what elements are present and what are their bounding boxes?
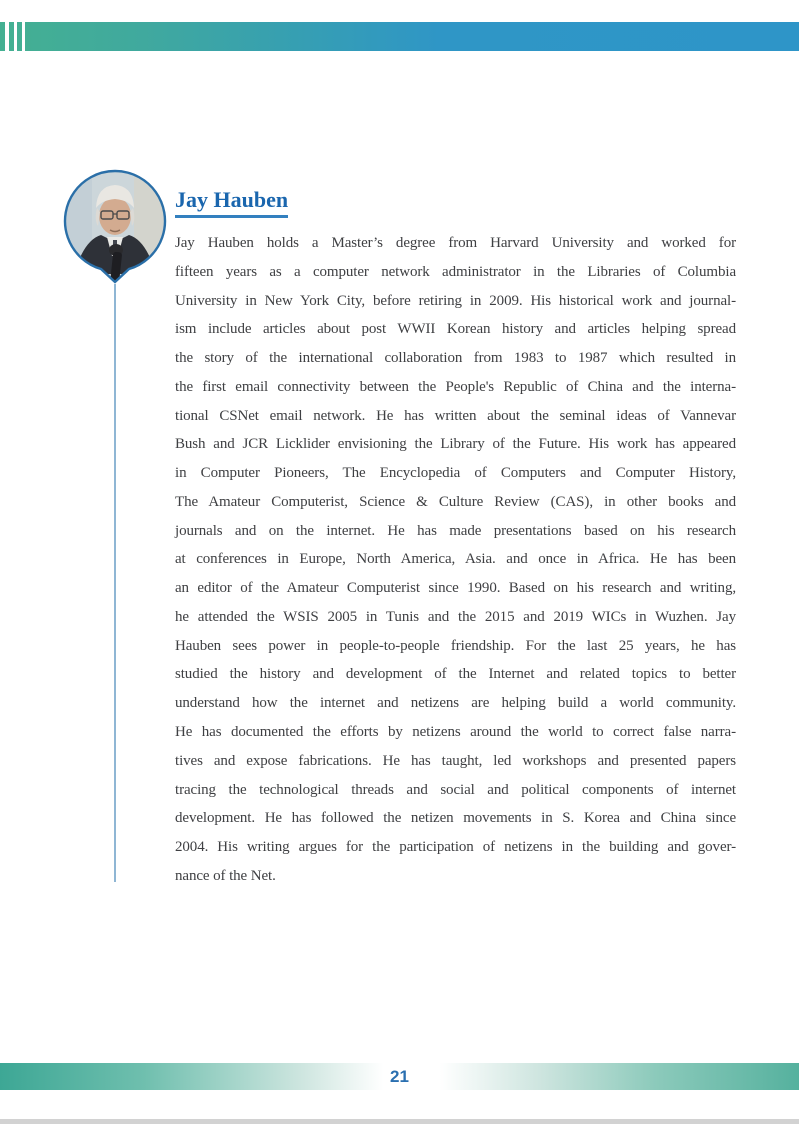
bio-line: tives and expose fabrications. He has taught, led workshops and presented papers [175, 752, 736, 769]
bio-line: fifteen years as a computer network administrator in the Libraries of Columbia [175, 263, 736, 280]
header-stripe [5, 22, 9, 51]
bio-line: tracing the technological threads and social and political components of internet [175, 781, 736, 798]
bio-paragraph [175, 229, 736, 891]
bio-line: The Amateur Computerist, Science & Culture Review (CAS), in other books and [175, 493, 736, 510]
bio-line: Hauben sees power in people-to-people friendship. For the last 25 years, he has [175, 637, 736, 654]
profile-name-heading: Jay Hauben [175, 188, 288, 218]
profile-photo [62, 168, 168, 284]
bio-line: at conferences in Europe, North America, Asia. and once in Africa. He has been [175, 551, 736, 568]
bio-line: the story of the international collaboration from 1983 to 1987 which resulted in [175, 350, 736, 367]
bio-line: an editor of the Amateur Computerist since 1990. Based on his research and writing, [175, 580, 736, 597]
page-bottom-edge [0, 1119, 799, 1124]
page-number: 21 [390, 1066, 409, 1086]
bio-line: in Computer Pioneers, The Encyclopedia of Computers and Computer History, [175, 465, 736, 482]
portrait-pin-icon [62, 168, 168, 284]
footer-gradient-bar [0, 1063, 799, 1090]
header-stripe [14, 22, 17, 51]
bio-line: tional CSNet email network. He has written about the seminal ideas of Vannevar [175, 407, 736, 424]
bio-line: 2004. His writing argues for the participation of netizens in the building and gover- [175, 839, 736, 856]
bio-line: understand how the internet and netizens are helping build a world community. [175, 695, 736, 712]
bio-line: He has documented the efforts by netizens around the world to correct false narra- [175, 724, 736, 741]
header-gradient-bar [0, 22, 799, 51]
bio-line: he attended the WSIS 2005 in Tunis and the 2015 and 2019 WICs in Wuzhen. Jay [175, 608, 736, 625]
bio-line: University in New York City, before retiring in 2009. His historical work and journal- [175, 292, 736, 309]
bio-line: studied the history and development of the Internet and related topics to better [175, 666, 736, 683]
bio-line: ism include articles about post WWII Korean history and articles helping spread [175, 321, 736, 338]
bio-line: journals and on the internet. He has made presentations based on his research [175, 522, 736, 539]
bio-line: Jay Hauben holds a Master’s degree from Harvard University and worked for [175, 235, 736, 251]
bio-line: nance of the Net. [175, 867, 276, 884]
bio-line: Bush and JCR Licklider envisioning the Library of the Future. His work has appeared [175, 436, 736, 453]
header-stripe [22, 22, 25, 51]
bio-line: the first email connectivity between the People's Republic of China and the interna- [175, 378, 736, 395]
bio-line: development. He has followed the netizen movements in S. Korea and China since [175, 810, 736, 827]
connector-line [114, 284, 116, 882]
